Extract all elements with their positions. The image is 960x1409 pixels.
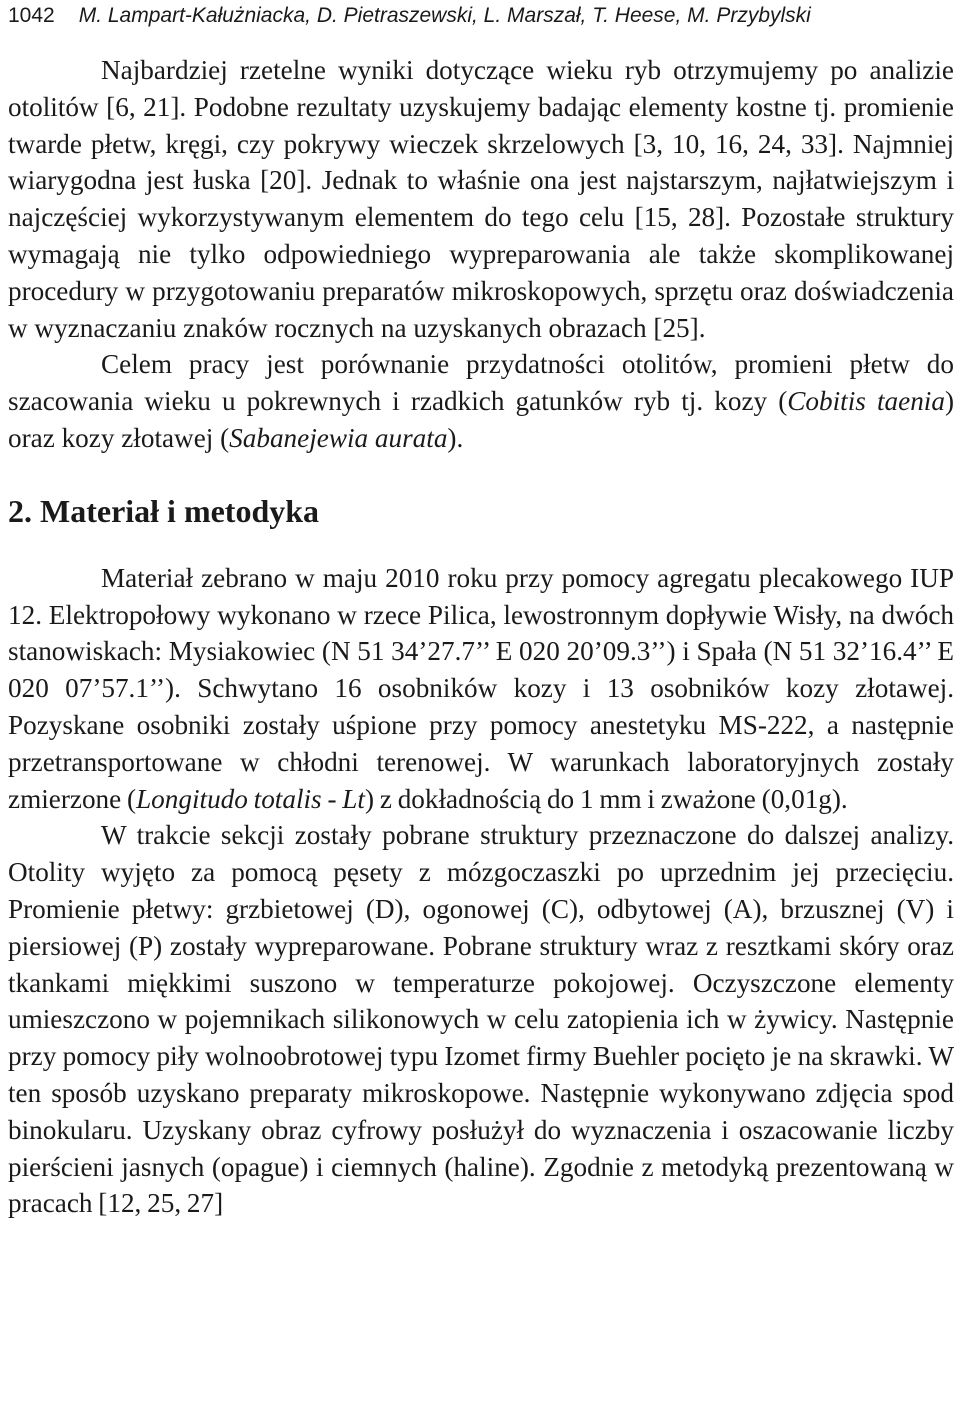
intro-paragraph-2-text: Celem pracy jest porównanie przydatności otolitów, promieni płetw do szacowania wieku u pokrewnych i rzadkich gatunków ryb tj. kozy ( — [8, 349, 954, 417]
section-heading — [8, 491, 954, 531]
term-lt: Lt — [342, 783, 365, 814]
methods-paragraph-2 — [8, 817, 954, 1222]
section-number: 2. — [8, 492, 32, 529]
running-header — [8, 0, 954, 42]
header-authors: M. Lampart-Kałużniacka, D. Pietraszewski, L. Marszał, T. Heese, M. Przybylski — [78, 4, 811, 27]
document-page — [8, 0, 954, 1222]
methods-paragraph-2-text: W trakcie sekcji zostały pobrane struktury przeznaczone do dalszej analizy. Otolity wyjęto za pomocą pęsety z mózgoczaszki po uprzednim jej przecięciu. Promienie płetwy: grzbietowej (D), ogonowej (C), odbytowej (A), brzusznej (V) i piersiowej (P) zostały wypreparowane. Pobrane struktury wraz z resztkami skóry oraz tkankami miękkimi suszono w temperaturze pokojowej. Oczyszczone elementy umieszczono w pojemnikach silikonowych w celu zatopienia ich w żywicy. Następnie przy pomocy piły wolnoobrotowej typu Izomet firmy Buehler pocięto je na skrawki. W ten sposób uzyskano preparaty mikroskopowe. Następnie wykonywano zdjęcia spod binokularu. Uzyskany obraz cyfrowy posłużył do wyznaczenia i oszacowanie liczby pierścieni jasnych (opague) i ciemnych (haline). Zgodnie z metodyką prezentowaną w pracach [12, 25, 27] — [8, 820, 954, 1219]
methods-paragraph-1-text-b: ) z dokładnością do 1 mm i zważone (0,01g). — [364, 783, 848, 814]
section-title: Materiał i metodyka — [40, 492, 320, 529]
term-longitudo-totalis: Longitudo totalis — [136, 783, 322, 814]
intro-paragraph-1-text: Najbardziej rzetelne wyniki dotyczące wieku ryb otrzymujemy po analizie otolitów [6, 21]. Podobne rezultaty uzyskujemy badając elementy kostne tj. promienie twarde płetw, kręgi, czy pokrywy wieczek skrzelowych [3, 10, 16, 24, 33]. Najmniej wiarygodna jest łuska [20]. Jednak to właśnie ona jest najstarszym, najłatwiejszym i najczęściej wykorzystywanym elementem do tego celu [15, 28]. Pozostałe struktury wymagają nie tylko odpowiedniego wypreparowania ale także skomplikowanej procedury w przygotowaniu preparatów mikroskopowych, sprzętu oraz doświadczenia w wyznaczaniu znaków rocznych na uzyskanych obrazach [25]. — [8, 55, 954, 343]
intro-paragraph-2-text-c: ). — [447, 422, 464, 453]
species-name-sabanejewia: Sabanejewia aurata — [229, 422, 448, 453]
species-name-cobitis: Cobitis taenia — [787, 386, 945, 417]
page-number: 1042 — [8, 4, 55, 27]
methods-paragraph-1 — [8, 560, 954, 818]
methods-paragraph-1-dash: - — [321, 783, 343, 814]
intro-paragraph-2-text-b: ) oraz kozy złotawej ( — [8, 386, 954, 453]
intro-paragraph-1 — [8, 52, 954, 346]
methods-paragraph-1-text: Materiał zebrano w maju 2010 roku przy pomocy agregatu plecakowego IUP 12. Elektropołowy wykonano w rzece Pilica, lewostronnym dopływie Wisły, na dwóch stanowiskach: Mysiakowiec (N 51 34’27.7’’ E 020 20’09.3’’) i Spała (N 51 32’16.4’’ E 020 07’57.1’’). Schwytano 16 osobników kozy i 13 osobników kozy złotawej. Pozyskane osobniki zostały uśpione przy pomocy anestetyku MS-222, a następnie przetransportowane w chłodni terenowej. W warunkach laboratoryjnych zostały zmierzone ( — [8, 562, 954, 814]
intro-paragraph-2 — [8, 346, 954, 456]
